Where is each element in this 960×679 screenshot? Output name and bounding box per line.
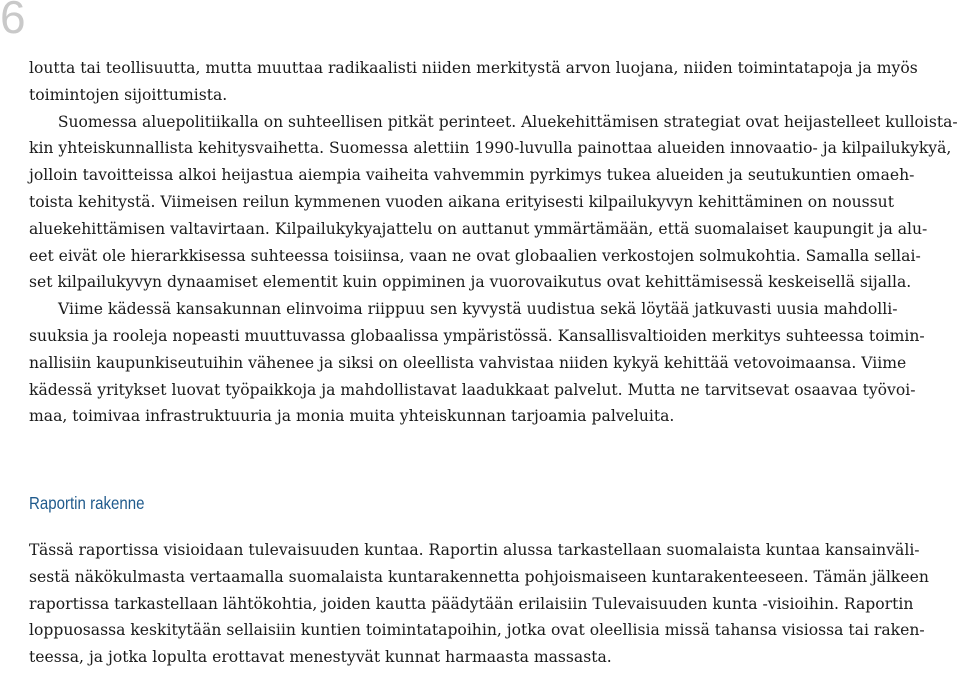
body-text-section-1	[29, 55, 958, 430]
text-line: sestä näkökulmasta vertaamalla suomalaista kuntarakennetta pohjoismaiseen kuntarakenteeseen. Tämän jälkeen	[29, 567, 929, 586]
text-line: loppuosassa keskitytään sellaisiin kuntien toimintatapoihin, jotka ovat oleellisia missä tahansa visiossa tai raken-	[29, 621, 925, 640]
text-line: suuksia ja rooleja nopeasti muuttuvassa globaalissa ympäristössä. Kansallisvaltioiden merkitys suhteessa toimin-	[29, 326, 925, 345]
text-line: nallisiin kaupunkiseutuihin vähenee ja siksi on oleellista vahvistaa niiden kykyä kehittää vetovoimaansa. Viime	[29, 353, 907, 372]
text-line: maa, toimivaa infrastruktuuria ja monia muita yhteiskunnan tarjoamia palveluita.	[29, 407, 675, 426]
text-line: eet eivät ole hierarkkisessa suhteessa toisiinsa, vaan ne ovat globaalien verkostojen solmukohtia. Samalla sellai-	[29, 246, 921, 265]
body-text-section-2	[29, 537, 958, 671]
text-line: set kilpailukyvyn dynaamiset elementit kuin oppiminen ja vuorovaikutus ovat kehittämisessä keskeisellä sijalla.	[29, 273, 912, 292]
text-line: Tässä raportissa visioidaan tulevaisuuden kuntaa. Raportin alussa tarkastellaan suomalaista kuntaa kansainväli-	[29, 541, 920, 559]
section-heading: Raportin rakenne	[29, 493, 145, 513]
text-line: toista kehitystä. Viimeisen reilun kymmenen vuoden aikana erityisesti kilpailukyvyn kehittäminen on noussut	[29, 192, 894, 211]
text-line: teessa, ja jotka lopulta erottavat menestyvät kunnat harmaasta massasta.	[29, 648, 612, 667]
text-line: toimintojen sijoittumista.	[29, 85, 228, 104]
text-line: kin yhteiskunnallista kehitysvaihetta. Suomessa alettiin 1990-luvulla painottaa alueiden innovaatio- ja kilpailukykyä,	[29, 139, 952, 158]
text-line: Viime kädessä kansakunnan elinvoima riippuu sen kyvystä uudistua sekä löytää jatkuvasti uusia mahdolli-	[58, 300, 898, 319]
text-line: aluekehittämisen valtavirtaan. Kilpailukykyajattelu on auttanut ymmärtämään, että suomalaiset kaupungit ja alu-	[29, 219, 928, 238]
page-number: 6	[0, 0, 26, 43]
text-line: raportissa tarkastellaan lähtökohtia, joiden kautta päädytään erilaisiin Tulevaisuuden kunta -visioihin. Raportin	[29, 594, 914, 613]
text-line: Suomessa aluepolitiikalla on suhteellisen pitkät perinteet. Aluekehittämisen strategiat ovat heijastelleet kulloista-	[57, 112, 958, 131]
text-line: kädessä yritykset luovat työpaikkoja ja mahdollistavat laadukkaat palvelut. Mutta ne tarvitsevat osaavaa työvoi-	[29, 380, 916, 399]
text-line: jolloin tavoitteissa alkoi heijastua aiempia vaiheita vahvemmin pyrkimys tukea alueiden ja seutukuntien omaeh-	[29, 166, 915, 185]
text-line: loutta tai teollisuutta, mutta muuttaa radikaalisti niiden merkitystä arvon luojana, niiden toimintatapoja ja myös	[29, 59, 918, 77]
